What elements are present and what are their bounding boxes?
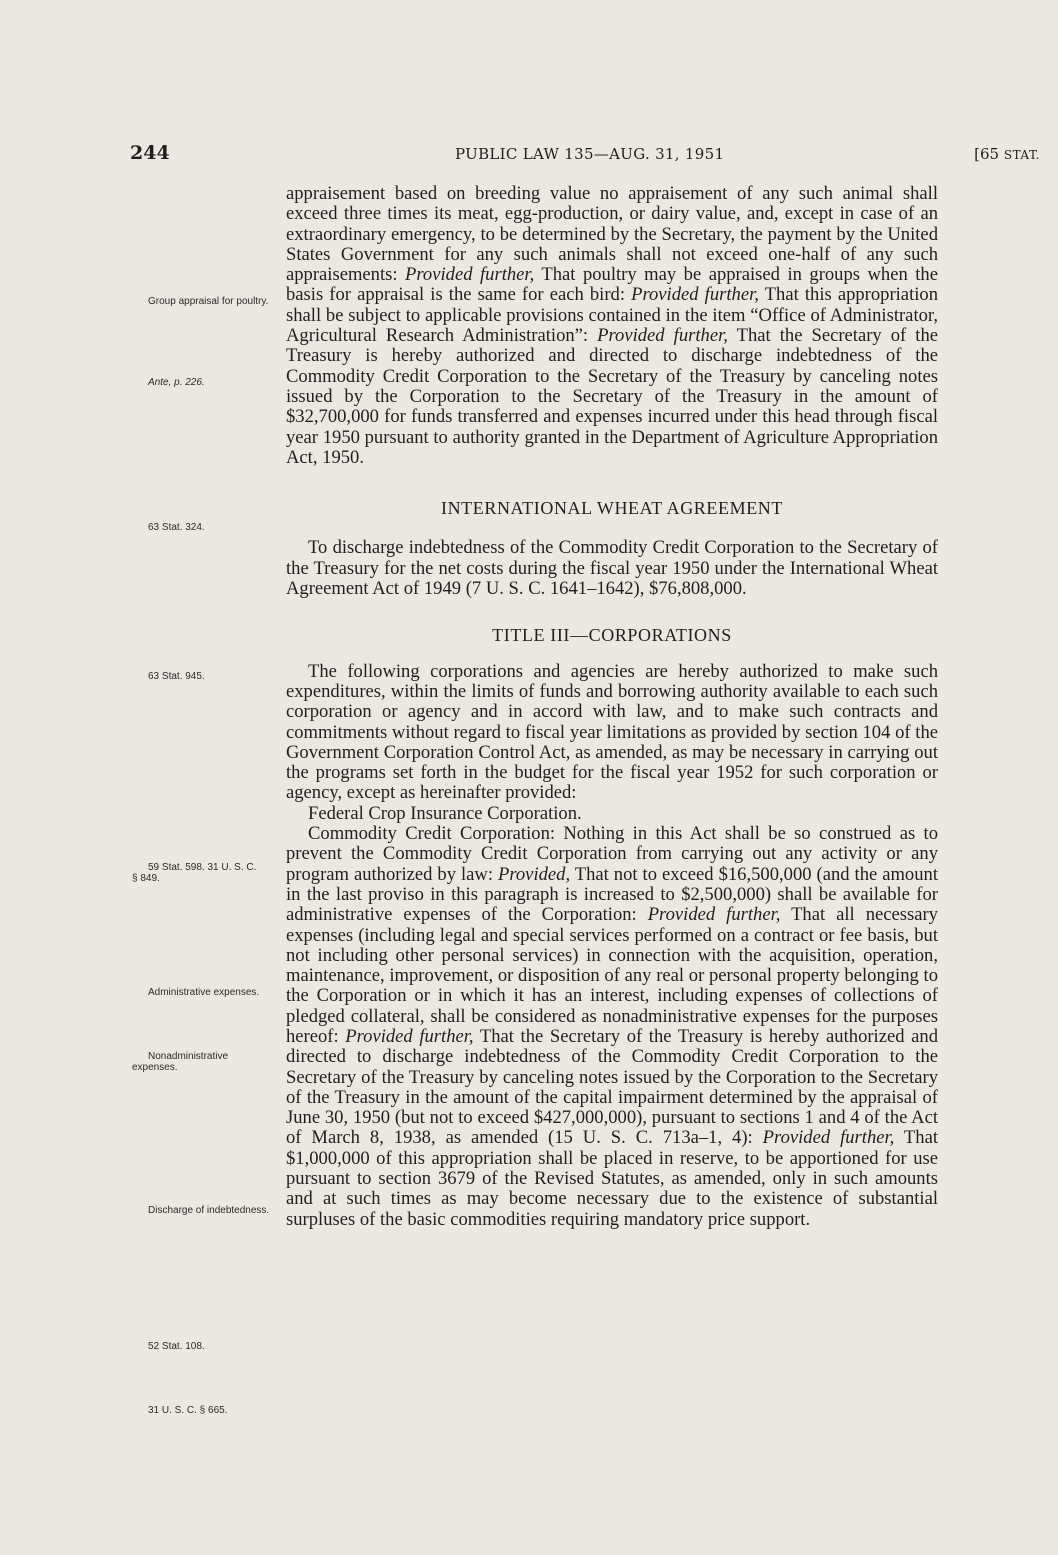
paragraph-commodity-credit-corporation (286, 824, 938, 1230)
margin-note-nonadministrative-expenses: Nonadministrative expenses. (132, 1051, 229, 1073)
margin-note-59-stat-598: 59 Stat. 598. 31 U. S. C. § 849. (132, 862, 257, 884)
margin-note-discharge-indebtedness: Discharge of indebtedness. (148, 1205, 270, 1216)
margin-note-52-stat-108: 52 Stat. 108. (148, 1341, 205, 1352)
body-text (286, 184, 938, 1230)
p5-text-g: That the Secretary of the Treasury is hereby authorized and directed to discharge indebtedness of the Commodity Credit Corporation to the Secretary of the Treasury by canceling notes issued by the Corporation to the Secretary of the Treasury in the amount of the capital impairment determined by the appraisal of June 30, 1950 (but not to exceed $427,000,000), pursuant to sections 1 and 4 of the Act of March 8, 1938, as amended (15 U. S. C. 713a–1, 4): (286, 1025, 938, 1149)
statute-volume-ref (974, 145, 1040, 163)
page-number: 244 (130, 142, 170, 164)
p1-text-a: appraisement based on breeding value no appraisement of any such animal shall exceed three times its meat, egg-production, or dairy value, and, except in case of an extraordinary emergency, to be determined by the Secretary, the payment by the United States Government for any such animals shall not exceed one-half of any such appraisements: (286, 183, 938, 286)
margin-note-31-usc-665: 31 U. S. C. § 665. (148, 1405, 228, 1416)
stat-ref-prefix: [65 (974, 145, 1004, 163)
margin-note-administrative-expenses: Administrative expenses. (148, 987, 260, 998)
paragraph-wheat-agreement: To discharge indebtedness of the Commodity Credit Corporation to the Secretary of the Treasury for the net costs during the fiscal year 1950 under the International Wheat Agreement Act of 1949 (7 U. S. C. 1641–1642), $76,808,000. (286, 537, 938, 600)
p5-text-i: That $1,000,000 of this appropriation shall be placed in reserve, to be apportioned for use pursuant to section 3679 of the Revised Statutes, as amended, only in such amounts and at such times as may become necessary due to the existence of substantial surpluses of the basic commodities requiring mandatory price support. (286, 1127, 939, 1230)
p1-text-e: That this appropriation shall be subject to applicable provisions contained in the item “Office of Administrator, Agricultural Research Administration”: (286, 284, 938, 347)
p1-text-g: That the Secretary of the Treasury is hereby authorized and directed to discharge indebtedness of the Commodity Credit Corporation to the Secretary of the Treasury by canceling notes issued by the Corporation to the Secretary of the Treasury in the amount of $32,700,000 for funds transferred and expenses incurred under this head through fiscal year 1950 pursuant to authority granted in the Department of Agriculture Appropriation Act, 1950. (286, 325, 939, 468)
paragraph-corporations-authorized: The following corporations and agencies are hereby authorized to make such expenditures, within the limits of funds and borrowing authority available to each such corporation or agency and in accord with law, and to make such contracts and commitments without regard to fiscal year limitations as provided by section 104 of the Government Corporation Control Act, as amended, as may be necessary in carrying out the programs set forth in the budget for the fiscal year 1952 for such corporation or agency, except as hereinafter provided: (286, 660, 938, 804)
p5-proviso-1: Provided, (497, 863, 571, 885)
p1-text-c: That poultry may be appraised in groups when the basis for appraisal is the same for each bird: (286, 264, 938, 306)
heading-international-wheat-agreement: INTERNATIONAL WHEAT AGREEMENT (440, 498, 784, 519)
page-header (130, 142, 1040, 166)
p5-text-c: That not to exceed $16,500,000 (and the amount in the last proviso in this paragraph is increased to $2,500,000) shall be available for administrative expenses of the Corporation: (286, 863, 938, 926)
stat-ref-abbrev: STAT. (1003, 148, 1040, 162)
paragraph-federal-crop-insurance: Federal Crop Insurance Corporation. (308, 802, 582, 824)
p5-text-a: Commodity Credit Corporation: Nothing in this Act shall be so construed as to prevent the Commodity Credit Corporation from carrying out any activity or any program authorized by law: (286, 823, 938, 885)
p1-proviso-3: Provided further, (597, 325, 728, 347)
p5-proviso-3: Provided further, (345, 1025, 474, 1047)
paragraph-appraisement (286, 184, 938, 468)
margin-note-63-stat-945: 63 Stat. 945. (148, 671, 205, 682)
p5-proviso-4: Provided further, (762, 1127, 895, 1149)
margin-note-group-appraisal: Group appraisal for poultry. (148, 296, 269, 307)
heading-title-iii-corporations: TITLE III—CORPORATIONS (492, 625, 732, 646)
p5-text-e: That all necessary expenses (including legal and special services performed on a contract or fee basis, but not including other personal services) in connection with the acquisition, operation, maintenance, improvement, or disposition of any real or personal property belonging to the Corporation or in which it has an interest, including expenses of collections of pledged collateral, shall be considered as nonadministrative expenses for the purposes hereof: (286, 904, 938, 1047)
margin-note-ante-text: Ante, p. 226. (148, 377, 205, 388)
margin-note-63-stat-324: 63 Stat. 324. (148, 522, 205, 533)
margin-note-ante (132, 377, 272, 388)
p1-proviso-1: Provided further, (405, 264, 535, 286)
p5-proviso-2: Provided further, (647, 904, 781, 926)
running-title: PUBLIC LAW 135—AUG. 31, 1951 (455, 145, 725, 163)
p1-proviso-2: Provided further, (631, 284, 759, 306)
